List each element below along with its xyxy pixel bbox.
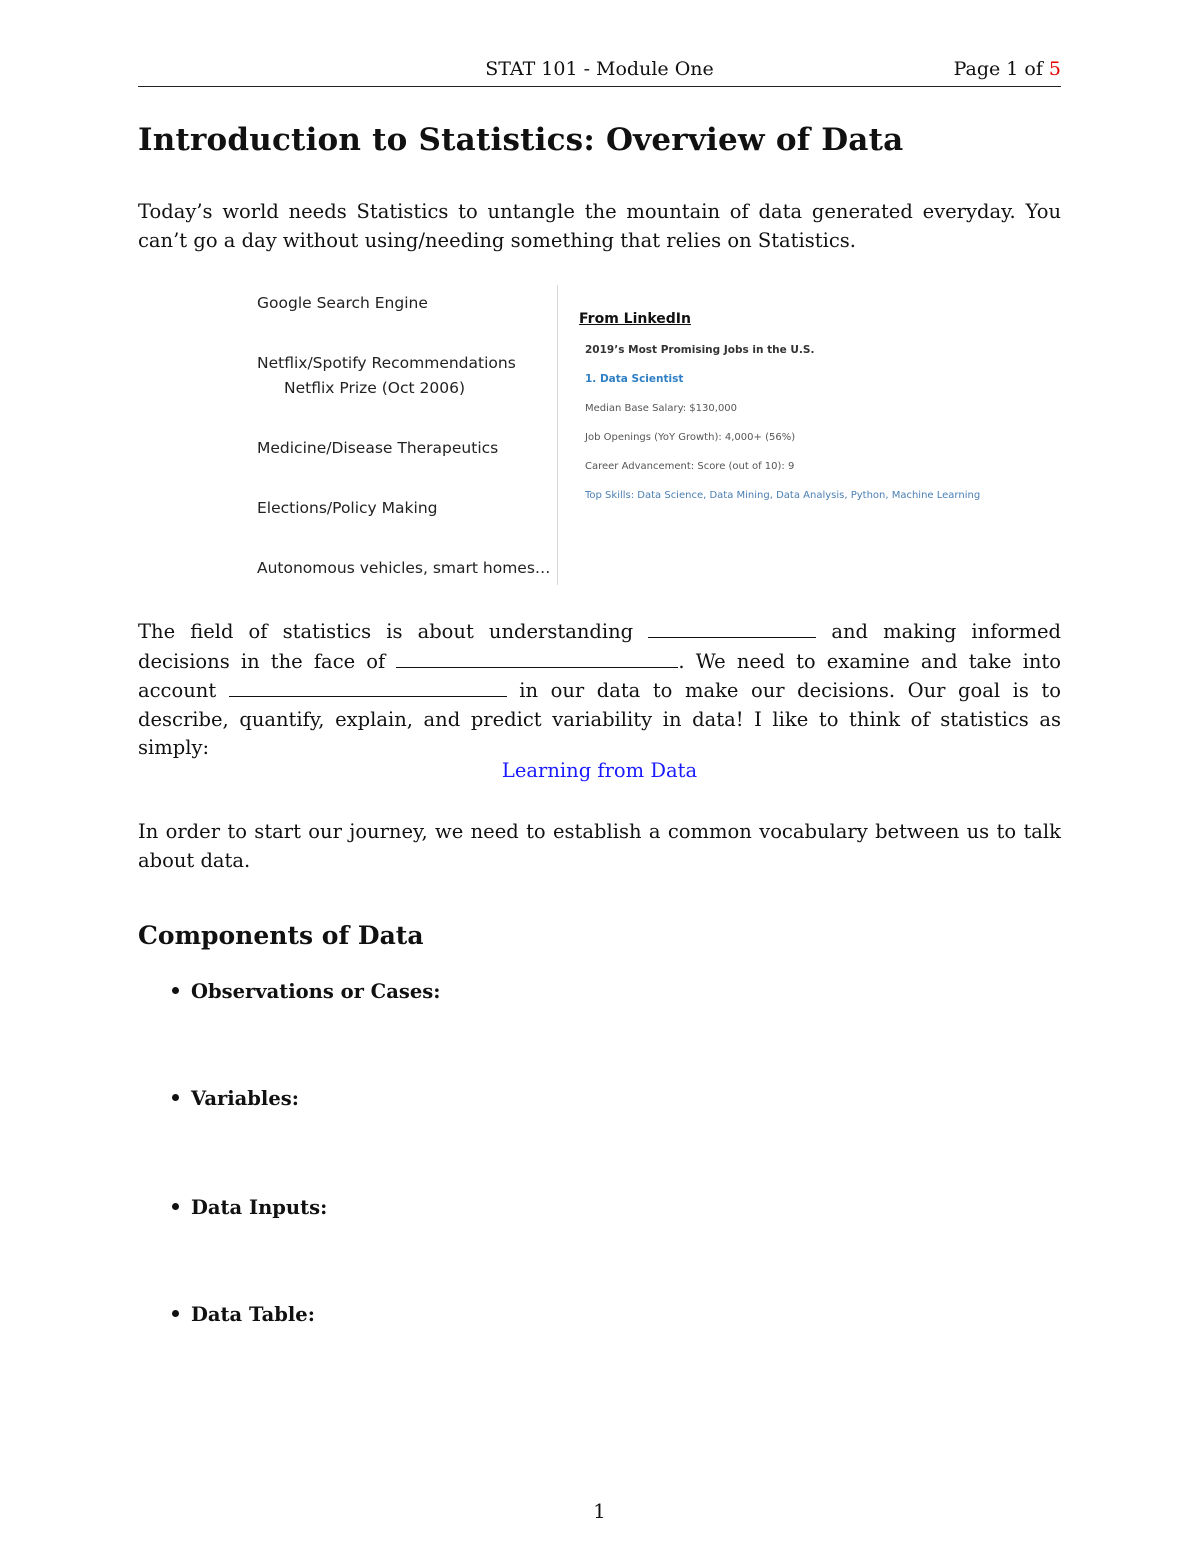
field-text-4: in our data to make our decisions. Our goal is to describe, quantify, explain, and predict variability in data! I like to think of statistics as simply: xyxy=(138,679,1061,759)
field-text-2: and making informed decisions in the face of xyxy=(138,620,1062,673)
bullet-item xyxy=(172,1087,299,1110)
blank-3 xyxy=(229,676,507,697)
linkedin-heading: From LinkedIn xyxy=(579,311,691,327)
page-indicator xyxy=(954,58,1061,80)
bullet-dot-icon xyxy=(172,1203,179,1210)
career-line: Career Advancement: Score (out of 10): 9 xyxy=(585,461,795,472)
list-item: Netflix Prize (Oct 2006) xyxy=(284,379,465,397)
page-total-link[interactable]: 5 xyxy=(1048,58,1061,80)
bullet-label: Data Table: xyxy=(191,1303,315,1326)
bullet-label: Variables: xyxy=(191,1087,299,1110)
learning-from-data-link[interactable]: Learning from Data xyxy=(501,759,698,782)
bullet-label: Observations or Cases: xyxy=(191,980,441,1003)
bullet-item xyxy=(172,1303,315,1326)
bullet-dot-icon xyxy=(172,987,179,994)
list-item: Autonomous vehicles, smart homes… xyxy=(257,559,551,577)
field-paragraph xyxy=(138,617,1061,763)
applications-list xyxy=(257,285,558,585)
blank-1 xyxy=(648,617,816,638)
field-text-3: . We need to examine and take into account xyxy=(138,649,1062,702)
intro-paragraph: Today’s world needs Statistics to untangle the mountain of data generated everyday. You can’t go a day without using/needing something that relies on Statistics. xyxy=(138,200,1061,252)
list-item: Medicine/Disease Therapeutics xyxy=(257,439,499,457)
jobs-title: 2019’s Most Promising Jobs in the U.S. xyxy=(585,344,815,356)
blank-2 xyxy=(396,647,678,668)
course-title: STAT 101 - Module One xyxy=(485,58,714,80)
salary-line: Median Base Salary: $130,000 xyxy=(585,403,738,414)
job-name: 1. Data Scientist xyxy=(585,373,684,385)
bullet-dot-icon xyxy=(172,1310,179,1317)
journey-paragraph: In order to start our journey, we need to establish a common vocabulary between us to talk about data. xyxy=(138,820,1061,872)
applications-figure xyxy=(257,285,1087,585)
openings-line: Job Openings (YoY Growth): 4,000+ (56%) xyxy=(585,432,796,443)
footer-page-number: 1 xyxy=(593,1500,606,1523)
field-text-1: The field of statistics is about understanding xyxy=(138,620,649,643)
linkedin-panel xyxy=(579,285,1079,585)
list-item: Elections/Policy Making xyxy=(257,499,438,517)
running-header xyxy=(138,56,1061,87)
bullet-label: Data Inputs: xyxy=(191,1196,328,1219)
page-prefix: Page 1 of xyxy=(953,58,1049,80)
document-page xyxy=(138,0,1061,1553)
list-item: Google Search Engine xyxy=(257,294,428,312)
page-title: Introduction to Statistics: Overview of Data xyxy=(138,122,904,158)
list-item: Netflix/Spotify Recommendations xyxy=(257,354,516,372)
bullet-item xyxy=(172,1196,327,1219)
section-heading: Components of Data xyxy=(138,921,424,950)
bullet-item xyxy=(172,980,440,1003)
bullet-dot-icon xyxy=(172,1094,179,1101)
skills-line: Top Skills: Data Science, Data Mining, Data Analysis, Python, Machine Learning xyxy=(585,490,981,501)
